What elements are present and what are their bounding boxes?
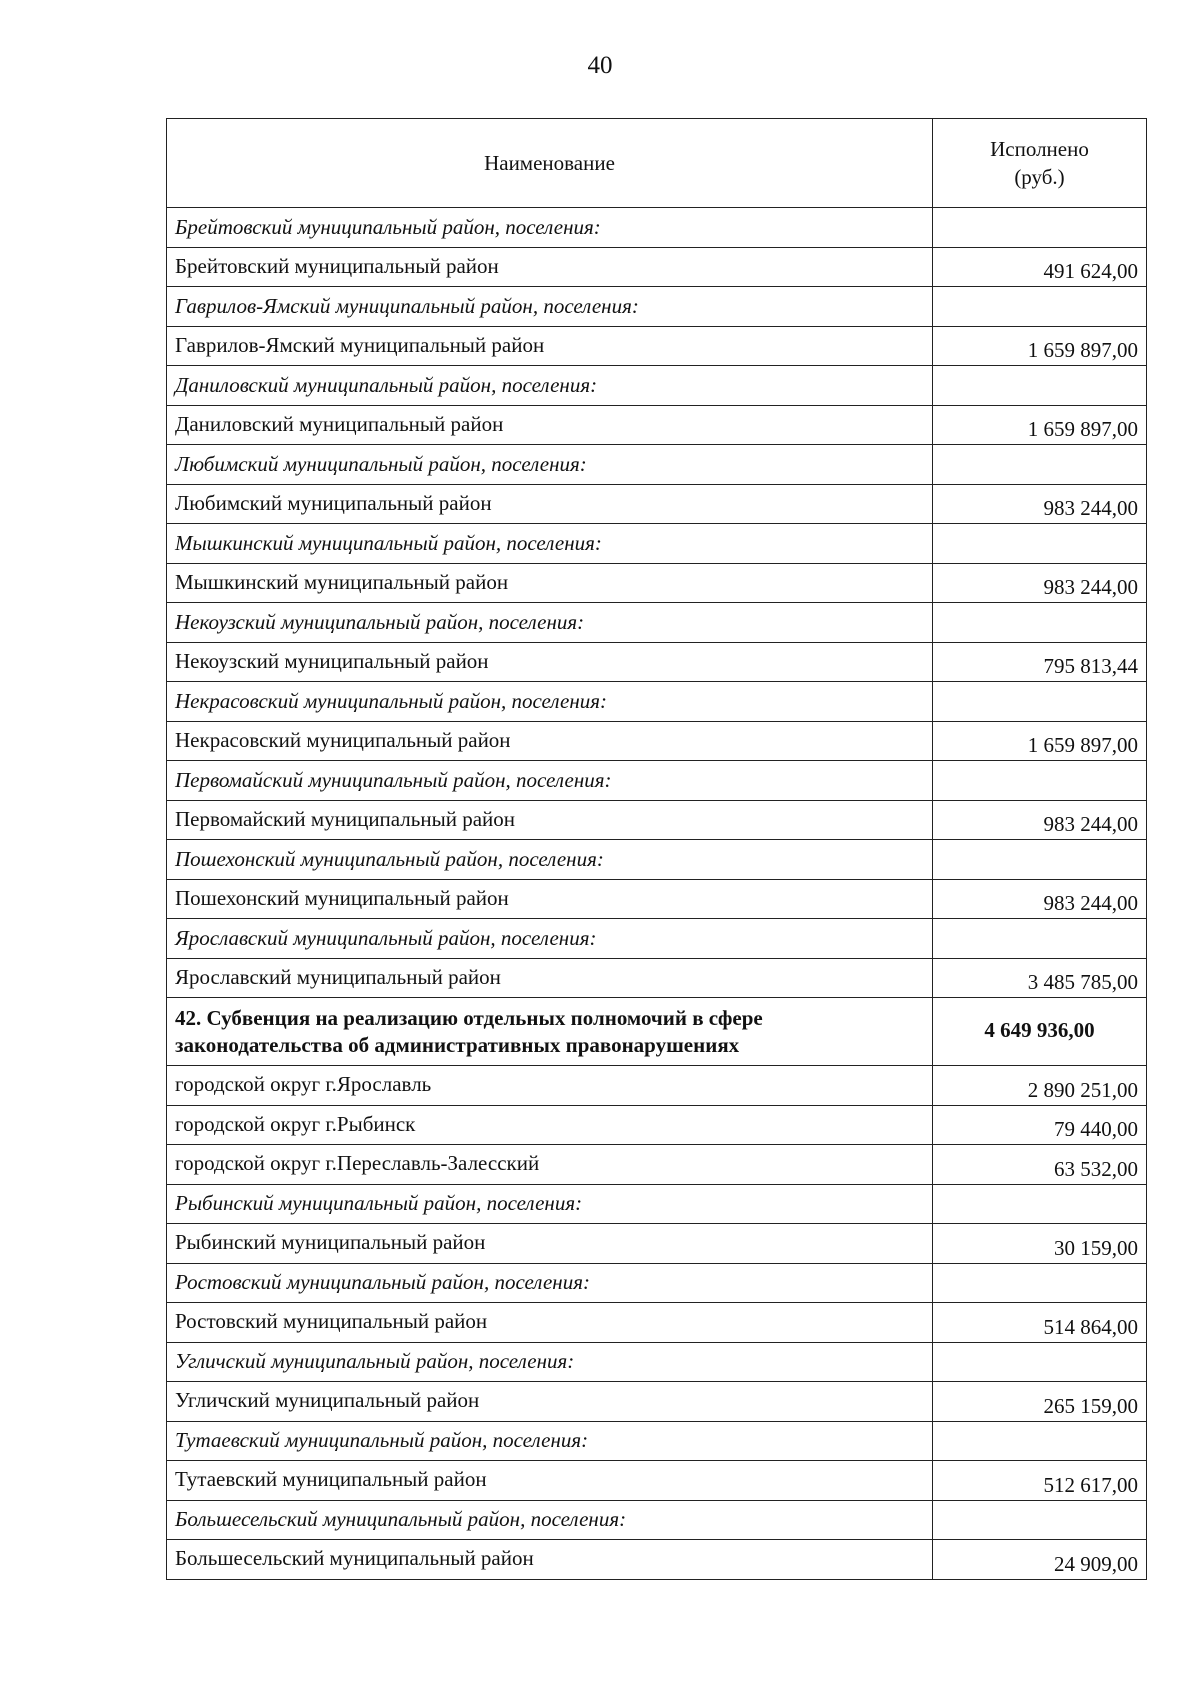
row-value: 514 864,00 <box>933 1303 1147 1343</box>
row-value: 1 659 897,00 <box>933 405 1147 445</box>
table-row <box>167 642 1147 682</box>
page-number: 40 <box>587 52 613 79</box>
row-value <box>933 1342 1147 1382</box>
group-row <box>167 524 1147 564</box>
row-name: Ярославский муниципальный район, поселения: <box>167 919 933 959</box>
group-row <box>167 919 1147 959</box>
row-value <box>933 524 1147 564</box>
budget-table <box>166 118 1147 1580</box>
row-value <box>933 1184 1147 1224</box>
table-row <box>167 1105 1147 1145</box>
row-name: Ярославский муниципальный район <box>167 958 933 998</box>
row-name: Любимский муниципальный район <box>167 484 933 524</box>
table-row <box>167 1224 1147 1264</box>
row-name: городской округ г.Переславль-Залесский <box>167 1145 933 1185</box>
row-name: Гаврилов-Ямский муниципальный район <box>167 326 933 366</box>
table-row <box>167 1145 1147 1185</box>
table-row <box>167 1461 1147 1501</box>
row-name: Некрасовский муниципальный район <box>167 721 933 761</box>
row-name: Пошехонский муниципальный район, поселения: <box>167 840 933 880</box>
row-value: 795 813,44 <box>933 642 1147 682</box>
row-value: 63 532,00 <box>933 1145 1147 1185</box>
table-row <box>167 958 1147 998</box>
row-name: Некоузский муниципальный район <box>167 642 933 682</box>
row-value <box>933 761 1147 801</box>
row-name: Даниловский муниципальный район <box>167 405 933 445</box>
row-value <box>933 919 1147 959</box>
row-name: Тутаевский муниципальный район <box>167 1461 933 1501</box>
header-executed-line2: (руб.) <box>1014 165 1065 189</box>
table-row <box>167 879 1147 919</box>
group-row <box>167 1500 1147 1540</box>
group-row <box>167 1184 1147 1224</box>
group-row <box>167 208 1147 248</box>
row-value: 983 244,00 <box>933 879 1147 919</box>
row-value: 265 159,00 <box>933 1382 1147 1422</box>
row-value: 2 890 251,00 <box>933 1066 1147 1106</box>
row-value: 24 909,00 <box>933 1540 1147 1580</box>
row-value: 3 485 785,00 <box>933 958 1147 998</box>
table-row <box>167 1382 1147 1422</box>
group-row <box>167 445 1147 485</box>
header-executed-line1: Исполнено <box>990 137 1089 161</box>
group-row <box>167 287 1147 327</box>
row-name: городской округ г.Ярославль <box>167 1066 933 1106</box>
table-row <box>167 800 1147 840</box>
row-name: 42. Субвенция на реализацию отдельных полномочий в сфере законодательства об административных правонарушениях <box>167 998 933 1066</box>
row-name: Брейтовский муниципальный район, поселения: <box>167 208 933 248</box>
row-name: Некрасовский муниципальный район, поселения: <box>167 682 933 722</box>
group-row <box>167 682 1147 722</box>
row-name: Гаврилов-Ямский муниципальный район, поселения: <box>167 287 933 327</box>
group-row <box>167 366 1147 406</box>
row-value: 30 159,00 <box>933 1224 1147 1264</box>
row-name: Первомайский муниципальный район, поселения: <box>167 761 933 801</box>
header-executed <box>933 119 1147 208</box>
row-name: Любимский муниципальный район, поселения: <box>167 445 933 485</box>
row-value: 983 244,00 <box>933 484 1147 524</box>
table-row <box>167 1066 1147 1106</box>
row-name: Тутаевский муниципальный район, поселения: <box>167 1421 933 1461</box>
row-value <box>933 1500 1147 1540</box>
row-value <box>933 1421 1147 1461</box>
row-value: 491 624,00 <box>933 247 1147 287</box>
row-value <box>933 287 1147 327</box>
table-body <box>167 208 1147 1580</box>
row-value: 79 440,00 <box>933 1105 1147 1145</box>
group-row <box>167 761 1147 801</box>
row-value <box>933 1263 1147 1303</box>
row-value <box>933 603 1147 643</box>
row-name: Некоузский муниципальный район, поселения: <box>167 603 933 643</box>
row-name: Брейтовский муниципальный район <box>167 247 933 287</box>
row-name: Ростовский муниципальный район, поселения: <box>167 1263 933 1303</box>
group-row <box>167 1342 1147 1382</box>
row-name: Ростовский муниципальный район <box>167 1303 933 1343</box>
row-name: Большесельский муниципальный район <box>167 1540 933 1580</box>
table-row <box>167 484 1147 524</box>
row-value: 983 244,00 <box>933 563 1147 603</box>
row-name: Мышкинский муниципальный район, поселения: <box>167 524 933 564</box>
total-row <box>167 998 1147 1066</box>
row-value: 1 659 897,00 <box>933 721 1147 761</box>
row-value: 983 244,00 <box>933 800 1147 840</box>
row-name: Рыбинский муниципальный район, поселения: <box>167 1184 933 1224</box>
table-row <box>167 1303 1147 1343</box>
row-value: 1 659 897,00 <box>933 326 1147 366</box>
table-row <box>167 405 1147 445</box>
row-value <box>933 682 1147 722</box>
row-value <box>933 208 1147 248</box>
row-value <box>933 445 1147 485</box>
row-name: Угличский муниципальный район <box>167 1382 933 1422</box>
table-row <box>167 326 1147 366</box>
row-name: Угличский муниципальный район, поселения: <box>167 1342 933 1382</box>
row-value <box>933 840 1147 880</box>
row-value <box>933 366 1147 406</box>
row-value: 4 649 936,00 <box>933 998 1147 1066</box>
table-header <box>167 119 1147 208</box>
row-name: Даниловский муниципальный район, поселения: <box>167 366 933 406</box>
group-row <box>167 603 1147 643</box>
row-name: Большесельский муниципальный район, поселения: <box>167 1500 933 1540</box>
group-row <box>167 1421 1147 1461</box>
row-name: Рыбинский муниципальный район <box>167 1224 933 1264</box>
row-name: Мышкинский муниципальный район <box>167 563 933 603</box>
header-name: Наименование <box>167 119 933 208</box>
table-row <box>167 563 1147 603</box>
table-row <box>167 721 1147 761</box>
row-name: Первомайский муниципальный район <box>167 800 933 840</box>
row-name: городской округ г.Рыбинск <box>167 1105 933 1145</box>
row-value: 512 617,00 <box>933 1461 1147 1501</box>
table-row <box>167 247 1147 287</box>
table-row <box>167 1540 1147 1580</box>
group-row <box>167 1263 1147 1303</box>
row-name: Пошехонский муниципальный район <box>167 879 933 919</box>
group-row <box>167 840 1147 880</box>
